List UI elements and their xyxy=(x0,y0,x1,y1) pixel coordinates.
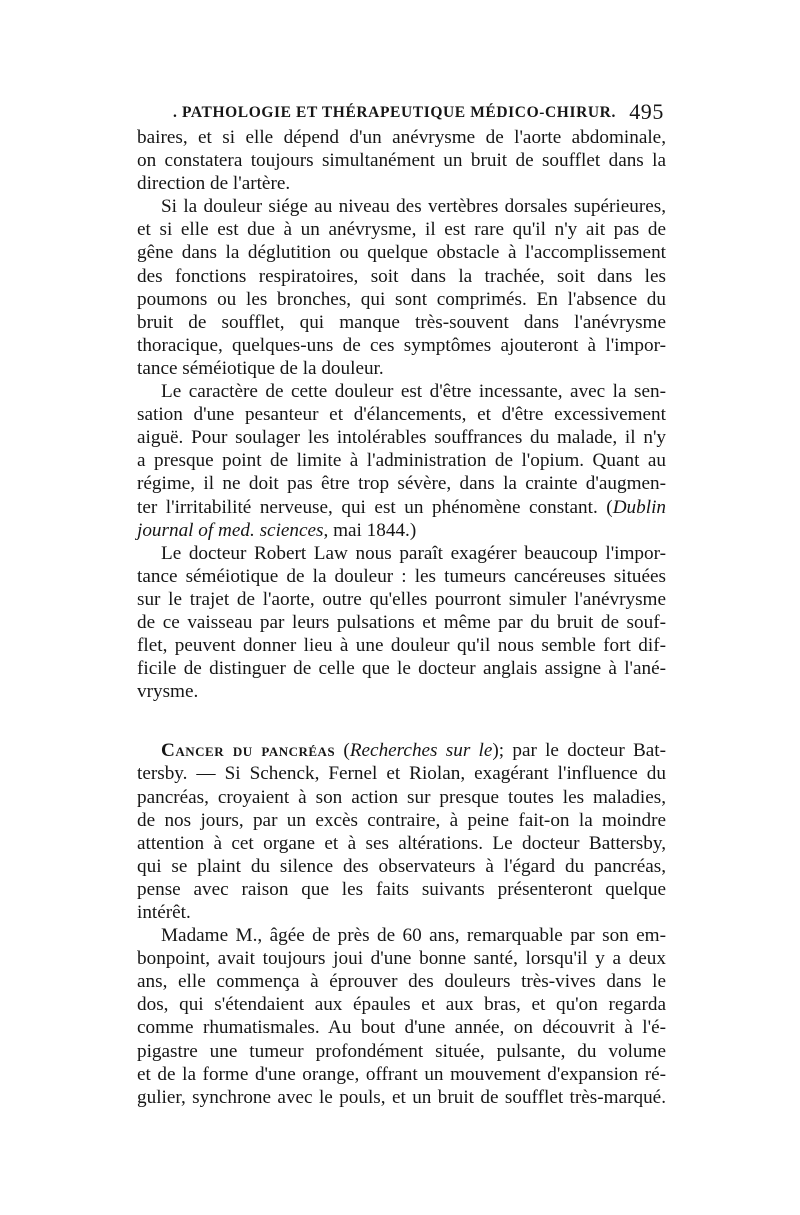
text-line: tance séméiotique de la douleur : les tumeurs cancéreuses situées xyxy=(137,565,666,587)
text-line: vrysme. xyxy=(137,681,199,703)
text-segment: ; par le docteur Bat- xyxy=(498,740,667,762)
text-line: pense avec raison que les faits suivants présenteront quelque xyxy=(137,878,666,900)
text-line: de nos jours, par un excès contraire, à peine fait-on la moindre xyxy=(137,809,666,831)
text-line xyxy=(137,519,666,542)
text-line: dos, qui s'étendaient aux épaules et aux bras, et qu'on regarda xyxy=(137,994,666,1016)
text-line: tersby. — Si Schenck, Fernel et Riolan, exagérant l'influence du xyxy=(137,763,666,785)
text-line: bonpoint, avait toujours joui d'une bonne santé, lorsqu'il y a deux xyxy=(137,948,666,970)
text-line: et si elle est due à un anévrysme, il est rare qu'il n'y ait pas de xyxy=(137,219,666,241)
text-line: flet, peuvent donner lieu à une douleur qu'il nous semble fort dif- xyxy=(137,635,666,657)
text-line: Si la douleur siége au niveau des vertèbres dorsales supérieures, xyxy=(161,196,666,218)
text-line: thoracique, quelques-uns de ces symptômes ajouteront à l'impor- xyxy=(137,334,666,356)
citation-date: , mai 1844.) xyxy=(323,519,417,541)
text-line: baires, et si elle dépend d'un anévrysme de l'aorte abdominale, xyxy=(137,127,666,148)
text-line: intérêt. xyxy=(137,902,191,923)
text-line: ficile de distinguer de celle que le docteur anglais assigne à l'ané- xyxy=(137,658,666,680)
section-gap xyxy=(137,703,666,739)
text-line: régime, il ne doit pas être trop sévère, dans la crainte d'augmen- xyxy=(137,473,666,495)
paragraph xyxy=(137,542,666,704)
text-line: on constatera toujours simultanément un bruit de soufflet dans la xyxy=(137,150,666,172)
text-line: Le docteur Robert Law nous paraît exagérer beaucoup l'impor- xyxy=(161,542,666,564)
book-page xyxy=(137,96,666,1109)
text-line: comme rhumatismales. Au bout d'une année, on découvrit à l'é- xyxy=(137,1017,666,1039)
text-segment: ter l'irritabilité nerveuse, qui est un phénomène constant. ( xyxy=(137,496,613,518)
text-line: Cancer du pancréas (Recherches sur le); par le docteur Bat- xyxy=(161,740,667,762)
paragraph-continuation xyxy=(137,126,666,195)
running-header xyxy=(137,96,666,126)
text-line: ans, elle commença à éprouver des douleurs très-vives dans le xyxy=(137,971,666,993)
text-line: tance séméiotique de la douleur. xyxy=(137,357,384,379)
paragraph xyxy=(137,924,666,1109)
journal-title: journal of med. sciences xyxy=(137,519,324,541)
text-line: sur le trajet de l'aorte, outre qu'elles pourront simuler l'anévrysme xyxy=(137,588,666,610)
section-cancer-du-pancreas xyxy=(137,739,666,924)
text-line: bruit de soufflet, qui manque très-souvent dans l'anévrysme xyxy=(137,311,666,333)
paragraph xyxy=(137,195,666,380)
text-line: gêne dans la déglutition ou quelque obstacle à l'accomplissement xyxy=(137,242,666,264)
text-line: pancréas, croyaient à son action sur presque toutes les maladies, xyxy=(137,786,666,808)
paragraph xyxy=(137,380,666,542)
text-line: gulier, synchrone avec le pouls, et un bruit de soufflet très-marqué. xyxy=(137,1086,666,1108)
section-subtitle: Recherches sur le xyxy=(349,740,493,762)
text-line xyxy=(137,496,666,519)
text-line: de ce vaisseau par leurs pulsations et même par du bruit de souf- xyxy=(137,611,666,633)
running-title: . PATHOLOGIE ET THÉRAPEUTIQUE MÉDICO-CHIRUR. xyxy=(173,104,616,121)
text-line: aiguë. Pour soulager les intolérables souffrances du malade, il n'y xyxy=(137,427,666,449)
text-line: direction de l'artère. xyxy=(137,173,291,195)
text-line: Madame M., âgée de près de 60 ans, remarquable par son em- xyxy=(161,925,666,947)
text-line: Le caractère de cette douleur est d'être incessante, avec la sen- xyxy=(161,381,666,403)
text-line: a presque point de limite à l'administration de l'opium. Quant au xyxy=(137,450,666,472)
page-number: 495 xyxy=(629,99,664,124)
text-line: sation d'une pesanteur et d'élancements, et d'être excessivement xyxy=(137,404,666,426)
text-line: et de la forme d'une orange, offrant un mouvement d'expansion ré- xyxy=(137,1063,666,1085)
text-line: poumons ou les bronches, qui sont comprimés. En l'absence du xyxy=(137,288,666,310)
text-line: pigastre une tumeur profondément située, pulsante, du volume xyxy=(137,1040,666,1062)
section-heading: Cancer du pancréas xyxy=(161,740,336,762)
text-line: des fonctions respiratoires, soit dans la trachée, soit dans les xyxy=(137,265,666,287)
text-line: attention à cet organe et à ses altérations. Le docteur Battersby, xyxy=(137,832,666,854)
text-line: qui se plaint du silence des observateurs à l'égard du pancréas, xyxy=(137,855,666,877)
journal-title: Dublin xyxy=(612,496,666,518)
